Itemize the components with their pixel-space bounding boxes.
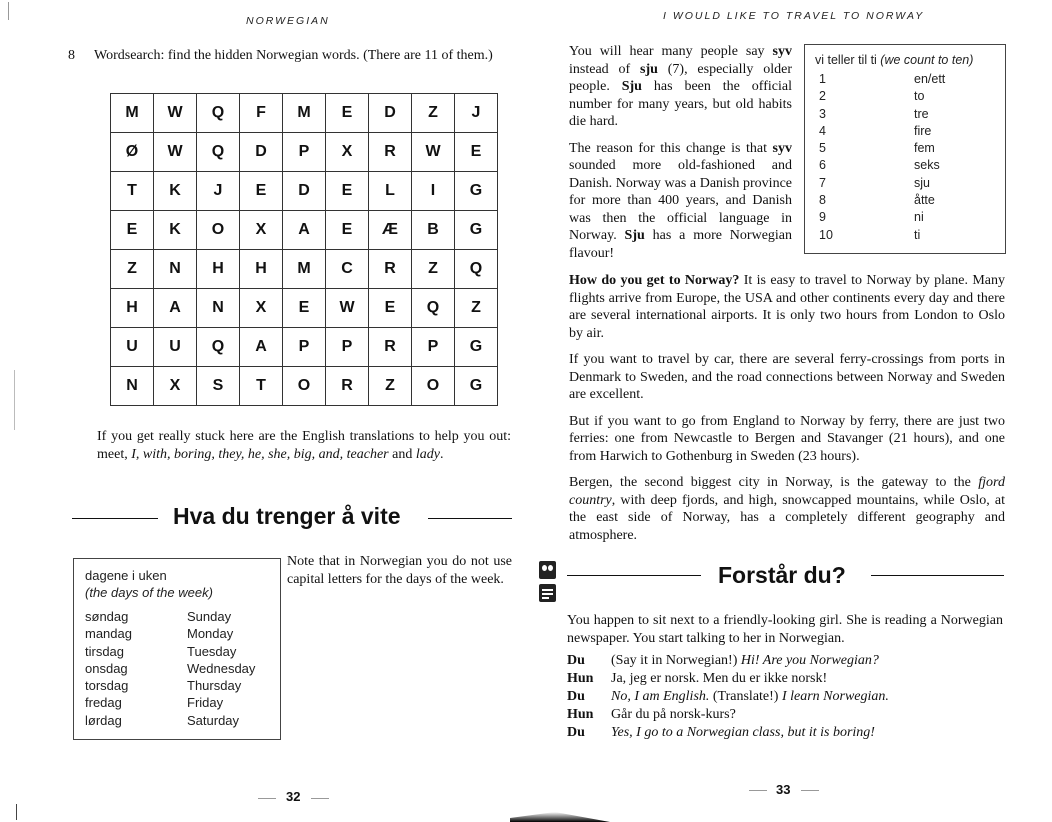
section-heading: Hva du trenger å vite xyxy=(173,503,401,529)
day-norwegian: onsdag xyxy=(85,660,128,676)
number-word: ti xyxy=(914,227,921,242)
grid-cell: Q xyxy=(412,289,455,328)
number-row xyxy=(819,157,1005,174)
heading-rule-right xyxy=(428,518,512,519)
page-number-dash xyxy=(311,798,329,799)
grid-cell: N xyxy=(197,289,240,328)
syv-paragraphs xyxy=(569,43,792,262)
day-row xyxy=(85,643,280,660)
grid-cell: Z xyxy=(412,94,455,133)
grid-cell: I xyxy=(412,172,455,211)
section-heading: Forstår du? xyxy=(718,562,846,588)
wordsearch-hint: If you get really stuck here are the English translations to help you out: meet, I, with, boring, they, he, she, big, and, teacher and lady. xyxy=(97,429,511,462)
number-word: åtte xyxy=(914,193,935,208)
grid-cell: A xyxy=(154,289,197,328)
days-box-subtitle: (the days of the week) xyxy=(85,585,213,600)
grid-cell: J xyxy=(455,94,498,133)
number-row xyxy=(819,106,1005,123)
day-norwegian: søndag xyxy=(85,609,129,624)
grid-cell: H xyxy=(111,289,154,328)
grid-cell: E xyxy=(240,172,283,211)
exercise-instruction: Wordsearch: find the hidden Norwegian words. (There are 11 of them.) xyxy=(94,48,493,63)
day-row xyxy=(85,608,280,625)
page-number-left: 32 xyxy=(286,789,301,804)
grid-cell: T xyxy=(240,367,283,406)
grid-row xyxy=(111,250,498,289)
grid-row xyxy=(111,367,498,406)
number-digit: 7 xyxy=(819,175,826,190)
crop-mark xyxy=(14,370,15,430)
grid-cell: S xyxy=(197,367,240,406)
number-digit: 9 xyxy=(819,210,826,225)
number-word: seks xyxy=(914,158,940,173)
grid-cell: Z xyxy=(111,250,154,289)
day-row xyxy=(85,677,280,694)
day-norwegian: torsdag xyxy=(85,678,129,694)
counting-box-title: vi teller til ti (we count to ten) xyxy=(815,53,974,67)
grid-cell: W xyxy=(326,289,369,328)
grid-cell: P xyxy=(283,328,326,367)
syv-paragraph-2: The reason for this change is that syv sounded more old-fashioned and Danish. Norway was a Danish province for more than 400 years, and Danish was then the official language in Norway. Sju has a more Norwegian flavour! xyxy=(569,140,793,261)
grid-cell: Ø xyxy=(111,133,154,172)
grid-row xyxy=(111,133,498,172)
wordsearch-grid xyxy=(110,93,498,406)
running-header-right: I WOULD LIKE TO TRAVEL TO NORWAY xyxy=(663,10,925,22)
day-row xyxy=(85,660,280,677)
day-english: Sunday xyxy=(187,609,232,624)
grid-cell: X xyxy=(240,289,283,328)
days-list xyxy=(85,608,280,729)
number-word: ni xyxy=(914,210,924,225)
crop-mark xyxy=(16,804,17,820)
page-number-dash xyxy=(749,790,767,791)
grid-cell: F xyxy=(240,94,283,133)
grid-cell: P xyxy=(283,133,326,172)
grid-cell: R xyxy=(369,250,412,289)
grid-cell: G xyxy=(455,211,498,250)
grid-cell: H xyxy=(197,250,240,289)
number-word: fire xyxy=(914,123,932,138)
number-digit: 4 xyxy=(819,123,826,138)
grid-cell: G xyxy=(455,328,498,367)
heading-rule-left xyxy=(72,518,158,519)
day-row xyxy=(85,625,280,642)
speaker: Hun xyxy=(567,671,594,686)
grid-cell: Q xyxy=(197,94,240,133)
grid-cell: O xyxy=(283,367,326,406)
grid-cell: G xyxy=(455,367,498,406)
number-row xyxy=(819,71,1005,88)
counting-box xyxy=(804,44,1006,254)
number-digit: 10 xyxy=(819,227,833,242)
grid-cell: K xyxy=(154,172,197,211)
number-row xyxy=(819,227,1005,244)
day-norwegian: lørdag xyxy=(85,712,122,728)
dialogue-text: Går du på norsk-kurs? xyxy=(611,707,736,722)
number-word: to xyxy=(914,89,925,104)
number-digit: 2 xyxy=(819,89,826,104)
day-english: Tuesday xyxy=(187,643,237,659)
page-number-dash xyxy=(258,798,276,799)
travel-paragraph-1: How do you get to Norway? It is easy to travel to Norway by plane. Many flights arrive from Europe, the USA and other continents every day and there are several international airports. It is only two hours from London to Oslo by air. xyxy=(569,273,1006,341)
dialogue-line xyxy=(567,670,1003,688)
grid-row xyxy=(111,328,498,367)
grid-cell: E xyxy=(326,94,369,133)
number-row xyxy=(819,88,1005,105)
speaker: Du xyxy=(567,725,585,740)
grid-cell: E xyxy=(326,172,369,211)
number-digit: 5 xyxy=(819,141,826,156)
days-note: Note that in Norwegian you do not use capital letters for the days of the week. xyxy=(287,554,512,587)
grid-cell: B xyxy=(412,211,455,250)
grid-cell: D xyxy=(240,133,283,172)
grid-cell: D xyxy=(369,94,412,133)
grid-cell: K xyxy=(154,211,197,250)
grid-cell: H xyxy=(240,250,283,289)
number-word: en/ett xyxy=(914,72,946,86)
dialogue-text: (Say it in Norwegian!) Hi! Are you Norwegian? xyxy=(611,653,879,668)
grid-cell: P xyxy=(412,328,455,367)
exercise-number: 8 xyxy=(68,48,75,63)
number-row xyxy=(819,209,1005,226)
number-word: sju xyxy=(914,175,930,190)
heading-rule-right xyxy=(871,575,1004,576)
grid-cell: Æ xyxy=(369,211,412,250)
day-norwegian: fredag xyxy=(85,695,122,711)
number-row xyxy=(819,192,1005,209)
dialogue-line xyxy=(567,688,1003,706)
dialogue-line xyxy=(567,724,1003,742)
dialogue-text: No, I am English. (Translate!) I learn Norwegian. xyxy=(611,689,889,704)
heading-rule-left xyxy=(567,575,701,576)
grid-cell: X xyxy=(326,133,369,172)
day-row xyxy=(85,694,280,711)
grid-row xyxy=(111,289,498,328)
grid-cell: X xyxy=(240,211,283,250)
number-word: fem xyxy=(914,141,935,156)
speaker: Hun xyxy=(567,707,594,722)
grid-cell: P xyxy=(326,328,369,367)
grid-cell: E xyxy=(455,133,498,172)
dialogue-text: Ja, jeg er norsk. Men du er ikke norsk! xyxy=(611,671,828,686)
grid-cell: E xyxy=(326,211,369,250)
grid-cell: Z xyxy=(412,250,455,289)
grid-cell: N xyxy=(111,367,154,406)
grid-cell: T xyxy=(111,172,154,211)
grid-cell: U xyxy=(154,328,197,367)
grid-cell: X xyxy=(154,367,197,406)
day-norwegian: mandag xyxy=(85,626,132,642)
grid-cell: M xyxy=(283,250,326,289)
travel-paragraph-3: But if you want to go from England to Norway by ferry, there are just two ferries: one from Newcastle to Bergen and Stavanger (21 hours), and one from Harwich to Gothenburg in Sweden (23 hours). xyxy=(569,413,1005,464)
travel-paragraph-2: If you want to travel by car, there are several ferry-crossings from ports in Denmark to Sweden, and the road connections between Norway and Sweden are excellent. xyxy=(569,352,1005,402)
number-row xyxy=(819,123,1005,140)
travel-paragraph-4: Bergen, the second biggest city in Norway, is the gateway to the fjord country, with deep fjords, and high, snowcapped mountains, while Oslo, at the east side of Norway, has a completely different geography and atmosphere. xyxy=(569,475,1005,543)
reading-icon xyxy=(539,584,556,602)
grid-cell: J xyxy=(197,172,240,211)
grid-row xyxy=(111,172,498,211)
grid-cell: Z xyxy=(369,367,412,406)
day-row xyxy=(85,712,280,729)
grid-cell: O xyxy=(412,367,455,406)
running-header-left: NORWEGIAN xyxy=(246,15,330,27)
speaker: Du xyxy=(567,653,585,668)
grid-cell: E xyxy=(369,289,412,328)
grid-cell: E xyxy=(283,289,326,328)
dialogue-line xyxy=(567,652,1003,670)
grid-cell: A xyxy=(283,211,326,250)
travel-section xyxy=(569,272,1005,544)
grid-cell: W xyxy=(412,133,455,172)
grid-cell: M xyxy=(283,94,326,133)
grid-cell: Q xyxy=(197,133,240,172)
grid-cell: E xyxy=(111,211,154,250)
grid-row xyxy=(111,94,498,133)
crop-mark xyxy=(8,2,9,20)
grid-cell: O xyxy=(197,211,240,250)
number-row xyxy=(819,140,1005,157)
grid-row xyxy=(111,211,498,250)
grid-cell: U xyxy=(111,328,154,367)
grid-cell: R xyxy=(369,133,412,172)
syv-paragraph-1: You will hear many people say syv instead of sju (7), especially older people. Sju has been the official number for many years, but old habits die hard. xyxy=(569,44,792,129)
day-english: Friday xyxy=(187,695,224,711)
number-word: tre xyxy=(914,106,929,121)
dialogue-scene: You happen to sit next to a friendly-looking girl. She is reading a Norwegian newspaper. You start talking to her in Norwegian. xyxy=(567,613,1003,646)
grid-cell: A xyxy=(240,328,283,367)
number-digit: 3 xyxy=(819,106,826,121)
grid-cell: G xyxy=(455,172,498,211)
grid-cell: D xyxy=(283,172,326,211)
speaker: Du xyxy=(567,689,585,704)
dialogue-line xyxy=(567,706,1003,724)
day-english: Wednesday xyxy=(187,660,256,676)
grid-cell: C xyxy=(326,250,369,289)
grid-cell: Z xyxy=(455,289,498,328)
dialogue xyxy=(567,652,1003,742)
number-row xyxy=(819,175,1005,192)
grid-cell: N xyxy=(154,250,197,289)
grid-cell: Q xyxy=(455,250,498,289)
page-number-dash xyxy=(801,790,819,791)
counting-list xyxy=(819,71,1005,244)
page-number-right: 33 xyxy=(776,782,791,797)
day-english: Monday xyxy=(187,626,234,642)
grid-cell: W xyxy=(154,94,197,133)
number-digit: 8 xyxy=(819,193,826,208)
day-english: Saturday xyxy=(187,712,240,728)
grid-cell: M xyxy=(111,94,154,133)
number-digit: 6 xyxy=(819,158,826,173)
day-english: Thursday xyxy=(187,678,242,694)
dialogue-icon xyxy=(539,561,556,579)
grid-cell: L xyxy=(369,172,412,211)
days-of-week-box xyxy=(73,558,281,740)
day-norwegian: tirsdag xyxy=(85,643,125,659)
grid-cell: R xyxy=(369,328,412,367)
grid-cell: Q xyxy=(197,328,240,367)
number-digit: 1 xyxy=(819,72,826,86)
dialogue-text: Yes, I go to a Norwegian class, but it is boring! xyxy=(611,725,875,740)
binding-shadow xyxy=(510,812,610,822)
grid-cell: W xyxy=(154,133,197,172)
days-box-title: dagene i uken xyxy=(85,568,167,583)
grid-cell: R xyxy=(326,367,369,406)
